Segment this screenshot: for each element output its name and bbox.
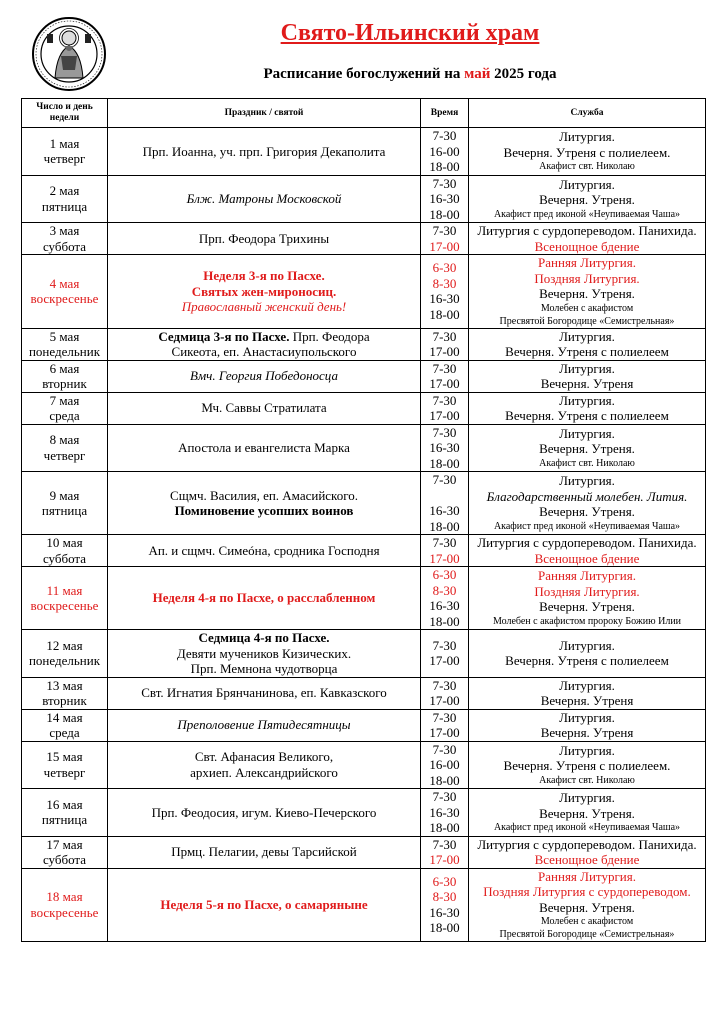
time-line: 18-00	[429, 613, 460, 629]
service-cell	[469, 789, 706, 837]
time-cell	[421, 128, 469, 176]
date-cell	[22, 868, 108, 942]
date-weekday: понедельник	[28, 344, 101, 359]
service-line: Молебен с акафистом пророку Божию Илии	[492, 615, 682, 627]
time-line: 7-30	[432, 392, 457, 408]
time-line: 7-30	[432, 328, 457, 344]
saint-cell	[108, 175, 421, 223]
service-line: Литургия.	[559, 637, 615, 653]
date-cell	[22, 360, 108, 392]
time-line: 17-00	[429, 376, 460, 391]
date-day: 4 мая	[49, 275, 80, 291]
date-weekday: понедельник	[28, 653, 101, 669]
service-cell	[469, 709, 706, 741]
date-weekday: воскресенье	[30, 598, 99, 613]
time-cell	[421, 868, 469, 942]
header-date: Число и день недели	[22, 99, 108, 128]
table-header-row	[22, 99, 706, 128]
table-row	[22, 175, 706, 223]
saint-cell	[108, 360, 421, 392]
date-cell	[22, 424, 108, 472]
date-cell	[22, 630, 108, 678]
table-row	[22, 741, 706, 789]
date-weekday: пятница	[41, 503, 88, 518]
saint-line: Преполовение Пятидесятницы	[177, 717, 351, 733]
time-cell	[421, 360, 469, 392]
date-day: 5 мая	[49, 328, 80, 344]
saint-line: Свт. Афанасия Великого,	[194, 749, 334, 765]
service-line: Вечерня. Утреня.	[539, 504, 635, 520]
time-cell	[421, 424, 469, 472]
service-line: Вечерня. Утреня.	[539, 899, 635, 915]
date-weekday: вторник	[42, 693, 87, 708]
service-cell	[469, 472, 706, 535]
table-row	[22, 868, 706, 942]
saint-cell	[108, 836, 421, 868]
time-cell	[421, 328, 469, 360]
time-line: 17-00	[429, 238, 460, 254]
saint-line: Святых жен-мироносиц.	[191, 283, 337, 299]
time-cell	[421, 175, 469, 223]
saint-cell	[108, 424, 421, 472]
saint-cell	[108, 677, 421, 709]
time-line: 8-30	[432, 889, 457, 905]
saint-cell	[108, 868, 421, 942]
time-cell	[421, 789, 469, 837]
saint-line: Вмч. Георгия Победоносца	[190, 368, 338, 384]
saint-line: Девяти мучеников Кизических.	[176, 645, 352, 661]
saint-cell	[108, 255, 421, 329]
service-cell	[469, 535, 706, 567]
table-row	[22, 789, 706, 837]
date-weekday: четверг	[43, 151, 86, 167]
service-line: Пресвятой Богородице «Семистрельная»	[499, 929, 675, 940]
service-line: Благодарственный молебен. Лития.	[486, 488, 688, 504]
date-weekday: суббота	[42, 852, 87, 867]
time-line: 17-00	[429, 550, 460, 566]
service-line: Акафист свт. Николаю	[539, 161, 635, 173]
service-line: Поздняя Литургия.	[534, 583, 640, 599]
time-line: 18-00	[429, 159, 460, 174]
saint-line: Блж. Матроны Московской	[186, 191, 342, 206]
saint-cell	[108, 128, 421, 176]
date-day: 2 мая	[49, 183, 80, 199]
service-line: Литургия.	[559, 360, 615, 376]
saint-line: Апостола и евангелиста Марка	[178, 440, 350, 455]
date-day: 3 мая	[49, 223, 80, 238]
date-day: 8 мая	[49, 432, 80, 448]
time-line: 8-30	[432, 582, 457, 598]
date-weekday: суббота	[42, 238, 87, 254]
saint-line: Свт. Игнатия Брянчанинова, еп. Кавказского	[141, 685, 387, 701]
table-row	[22, 677, 706, 709]
time-line: 7-30	[432, 789, 457, 804]
saint-cell	[108, 328, 421, 360]
service-line: Литургия.	[559, 392, 615, 408]
service-line: Вечерня. Утреня.	[539, 192, 635, 208]
service-line: Вечерня. Утреня.	[539, 441, 635, 457]
service-cell	[469, 868, 706, 942]
date-day: 13 мая	[46, 677, 83, 693]
saint-line: Православный женский день!	[181, 299, 347, 314]
date-cell	[22, 709, 108, 741]
date-weekday: суббота	[42, 550, 87, 566]
time-line: 16-30	[429, 440, 460, 455]
service-line: Вечерня. Утреня с полиелеем	[505, 408, 669, 423]
service-cell	[469, 360, 706, 392]
time-cell	[421, 741, 469, 789]
saint-line: Прп. Феодора Трихины	[198, 230, 330, 246]
saint-line: Сщмч. Василия, еп. Амасийского.	[170, 487, 358, 503]
date-cell	[22, 535, 108, 567]
date-day: 9 мая	[49, 487, 80, 503]
time-line: 7-30	[432, 709, 457, 725]
saint-line: Неделя 3-я по Пасхе.	[203, 268, 325, 283]
date-day: 12 мая	[46, 637, 83, 653]
service-cell	[469, 223, 706, 255]
time-line: 6-30	[432, 260, 457, 276]
service-cell	[469, 424, 706, 472]
service-line: Ранняя Литургия.	[538, 868, 636, 884]
time-line: 18-00	[429, 206, 460, 222]
time-line: 7-30	[432, 677, 457, 693]
saint-cell	[108, 741, 421, 789]
header-time: Время	[421, 99, 469, 128]
time-line: 18-00	[429, 306, 460, 322]
time-cell	[421, 630, 469, 678]
service-line: Акафист свт. Николаю	[539, 774, 635, 786]
date-day: 10 мая	[46, 535, 83, 550]
saint-line	[108, 329, 420, 345]
service-line: Молебен с акафистом	[540, 302, 634, 314]
time-cell	[421, 472, 469, 535]
table-row	[22, 360, 706, 392]
service-line: Вечерня. Утреня.	[539, 805, 635, 821]
date-cell	[22, 567, 108, 630]
time-line: 16-30	[429, 191, 460, 206]
header-service: Служба	[469, 99, 706, 128]
table-row	[22, 392, 706, 424]
date-weekday: четверг	[43, 447, 86, 463]
service-line: Молебен с акафистом	[540, 916, 634, 927]
date-weekday: воскресенье	[30, 904, 99, 920]
service-line: Поздняя Литургия с сурдопереводом.	[483, 884, 691, 899]
saint-line: Ап. и сщмч. Симеóна, сродника Господня	[148, 542, 380, 558]
service-line: Ранняя Литургия.	[538, 255, 636, 270]
service-cell	[469, 741, 706, 789]
time-line: 17-00	[429, 653, 460, 669]
time-line: 7-30	[432, 535, 457, 550]
service-line: Литургия.	[559, 473, 615, 489]
service-line: Литургия.	[559, 709, 615, 725]
time-line: 18-00	[429, 455, 460, 471]
page-subtitle: Расписание богослужений на май 2025 года	[263, 66, 557, 82]
date-weekday: пятница	[41, 198, 88, 214]
saint-line: Седмица 4-я по Пасхе.	[198, 630, 330, 645]
table-row	[22, 630, 706, 678]
service-cell	[469, 328, 706, 360]
service-line: Литургия.	[559, 328, 615, 344]
time-cell	[421, 836, 469, 868]
time-line: 7-30	[432, 637, 457, 653]
time-line: 7-30	[432, 128, 457, 143]
time-line: 17-00	[429, 852, 460, 867]
service-line: Литургия.	[559, 790, 615, 806]
time-line: 7-30	[432, 223, 457, 238]
time-cell	[421, 709, 469, 741]
time-line: 16-00	[429, 757, 460, 772]
time-cell	[421, 223, 469, 255]
saint-cell	[108, 392, 421, 424]
table-row	[22, 472, 706, 535]
date-day: 1 мая	[49, 135, 80, 151]
saint-line: Прп. Мемнона чудотворца	[190, 661, 338, 676]
service-cell	[469, 175, 706, 223]
time-line: 17-00	[429, 693, 460, 708]
time-line: 16-30	[429, 503, 460, 518]
time-line: 16-30	[429, 904, 460, 920]
date-cell	[22, 392, 108, 424]
service-cell	[469, 392, 706, 424]
service-line: Вечерня. Утреня.	[539, 286, 635, 301]
date-cell	[22, 128, 108, 176]
saint-line-part: Прп. Феодора	[289, 328, 370, 344]
saint-cell	[108, 223, 421, 255]
date-weekday: среда	[49, 725, 80, 740]
date-cell	[22, 677, 108, 709]
table-row	[22, 255, 706, 329]
service-cell	[469, 128, 706, 176]
date-day: 11 мая	[46, 582, 83, 598]
service-cell	[469, 255, 706, 329]
saint-line: Сикеота, еп. Анастасиупольского	[171, 344, 357, 359]
saint-line: Прп. Феодосия, игум. Киево-Печерского	[151, 804, 377, 820]
saint-line: Мч. Саввы Стратилата	[201, 400, 327, 416]
time-line: 7-30	[432, 424, 457, 440]
saint-line-part: Седмица 3-я по Пасхе.	[158, 328, 290, 344]
service-line: Вечерня. Утреня с полиелеем	[505, 344, 669, 359]
time-line: 17-00	[429, 344, 460, 359]
time-cell	[421, 392, 469, 424]
service-line: Всенощное бдение	[534, 550, 640, 566]
date-day: 18 мая	[46, 889, 83, 905]
saint-line: Прп. Иоанна, уч. прп. Григория Декаполита	[142, 143, 386, 159]
date-day: 14 мая	[46, 709, 83, 725]
service-cell	[469, 836, 706, 868]
table-row	[22, 836, 706, 868]
service-line: Ранняя Литургия.	[538, 568, 636, 584]
service-line: Акафист пред иконой «Неупиваемая Чаша»	[493, 520, 681, 532]
saint-line: Неделя 5-я по Пасхе, о самаряныне	[160, 897, 368, 912]
date-day: 6 мая	[49, 360, 80, 376]
table-row	[22, 424, 706, 472]
time-line: 16-30	[429, 598, 460, 613]
saint-cell	[108, 630, 421, 678]
saint-cell	[108, 709, 421, 741]
time-line: 7-30	[432, 836, 457, 852]
date-cell	[22, 472, 108, 535]
saint-cell	[108, 789, 421, 837]
saint-cell	[108, 535, 421, 567]
date-day: 17 мая	[46, 836, 83, 852]
time-line: 7-30	[432, 741, 457, 757]
page-title: Свято-Ильинский храм	[280, 20, 540, 46]
time-line: 17-00	[429, 725, 460, 740]
date-day: 15 мая	[46, 749, 83, 765]
table-row	[22, 567, 706, 630]
service-line: Литургия.	[559, 129, 615, 145]
service-line: Литургия.	[559, 677, 615, 693]
service-line: Акафист пред иконой «Неупиваемая Чаша»	[493, 208, 681, 220]
saint-cell	[108, 472, 421, 535]
service-line: Вечерня. Утреня с полиелеем.	[503, 758, 671, 774]
saint-cell	[108, 567, 421, 630]
date-day: 7 мая	[49, 392, 80, 408]
time-line: 6-30	[432, 873, 457, 889]
table-row	[22, 535, 706, 567]
table-row	[22, 223, 706, 255]
time-line: 16-30	[429, 804, 460, 820]
date-weekday: среда	[49, 408, 80, 423]
church-logo	[31, 12, 107, 96]
table-row	[22, 709, 706, 741]
service-line: Литургия.	[559, 742, 615, 758]
service-line: Пресвятой Богородице «Семистрельная»	[499, 315, 675, 327]
time-line: 18-00	[429, 920, 460, 936]
time-line: 6-30	[432, 567, 457, 582]
service-line: Литургия с сурдопереводом. Панихида.	[477, 223, 697, 238]
time-line: 18-00	[429, 518, 460, 534]
date-weekday: пятница	[41, 812, 88, 828]
schedule-table	[21, 98, 706, 942]
date-cell	[22, 255, 108, 329]
date-cell	[22, 223, 108, 255]
time-line: 18-00	[429, 820, 460, 835]
date-weekday: воскресенье	[30, 291, 99, 307]
saint-line: Прмц. Пелагии, девы Тарсийской	[171, 844, 357, 860]
service-line: Вечерня. Утреня с полиелеем.	[503, 144, 671, 160]
service-line: Вечерня. Утреня	[540, 693, 634, 708]
service-line: Поздняя Литургия.	[534, 270, 640, 286]
saint-line: архиеп. Александрийского	[190, 764, 338, 780]
date-cell	[22, 175, 108, 223]
time-line: 7-30	[432, 175, 457, 191]
time-line: 16-30	[429, 291, 460, 307]
time-line: 7-30	[432, 472, 457, 487]
time-line	[421, 488, 468, 504]
service-line: Вечерня. Утреня с полиелеем	[505, 653, 669, 669]
time-cell	[421, 535, 469, 567]
table-row	[22, 128, 706, 176]
service-line: Акафист пред иконой «Неупиваемая Чаша»	[493, 822, 681, 834]
service-line: Вечерня. Утреня	[540, 725, 634, 740]
month-name: май	[464, 66, 491, 82]
saint-line: Поминовение усопших воинов	[174, 503, 354, 518]
date-cell	[22, 789, 108, 837]
date-cell	[22, 328, 108, 360]
service-line: Всенощное бдение	[534, 238, 640, 254]
service-line: Акафист свт. Николаю	[539, 457, 635, 469]
header-saint: Праздник / святой	[108, 99, 421, 128]
time-line: 17-00	[429, 408, 460, 423]
date-cell	[22, 741, 108, 789]
service-line: Литургия.	[559, 425, 615, 441]
date-weekday: вторник	[42, 376, 87, 391]
service-cell	[469, 630, 706, 678]
date-day: 16 мая	[46, 796, 83, 812]
time-line: 16-00	[429, 143, 460, 159]
time-cell	[421, 255, 469, 329]
time-line: 18-00	[429, 772, 460, 788]
service-line: Вечерня. Утреня.	[539, 599, 635, 615]
table-row	[22, 328, 706, 360]
service-line: Литургия с сурдопереводом. Панихида.	[477, 535, 697, 550]
service-line: Литургия.	[559, 176, 615, 192]
saint-line: Неделя 4-я по Пасхе, о расслабленном	[152, 590, 376, 606]
time-cell	[421, 567, 469, 630]
time-cell	[421, 677, 469, 709]
time-line: 8-30	[432, 275, 457, 291]
time-line: 7-30	[432, 360, 457, 376]
date-weekday: четверг	[43, 764, 86, 780]
service-cell	[469, 677, 706, 709]
service-line: Всенощное бдение	[534, 852, 640, 867]
service-line: Литургия с сурдопереводом. Панихида.	[477, 836, 697, 852]
service-line: Вечерня. Утреня	[540, 376, 634, 391]
service-cell	[469, 567, 706, 630]
date-cell	[22, 836, 108, 868]
